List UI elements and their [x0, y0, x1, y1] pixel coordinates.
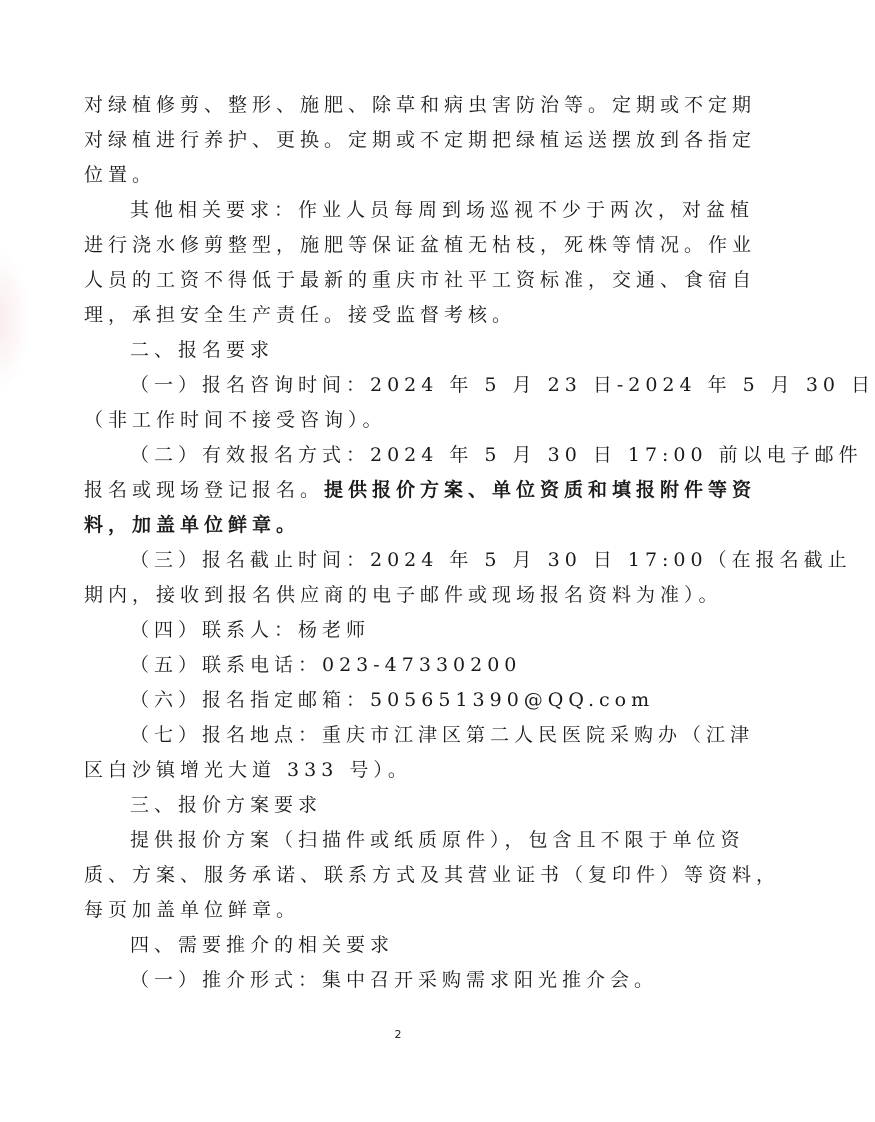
paragraph-line: 其他相关要求：作业人员每周到场巡视不少于两次，对盆植 [130, 199, 755, 221]
paragraph-line: 期内，接收到报名供应商的电子邮件或现场报名资料为准）。 [84, 584, 723, 606]
paragraph-line: （一）报名咨询时间：2024 年 5 月 23 日-2024 年 5 月 30 日 [130, 374, 875, 396]
section-heading: 二、报名要求 [130, 339, 275, 361]
paragraph-line: 每页加盖单位鲜章。 [84, 899, 301, 921]
paragraph-line: 质、方案、服务承诺、联系方式及其营业证书（复印件）等资料， [84, 864, 781, 886]
paragraph-line: 料，加盖单位鲜章。 [84, 514, 301, 536]
paragraph-line: 人员的工资不得低于最新的重庆市社平工资标准，交通、食宿自 [84, 269, 757, 291]
paragraph-line: 区白沙镇增光大道 333 号）。 [84, 759, 412, 781]
section-heading: 三、报价方案要求 [130, 794, 323, 816]
paragraph-line: （七）报名地点：重庆市江津区第二人民医院采购办（江津 [130, 724, 755, 746]
paragraph-line: 进行浇水修剪整型，施肥等保证盆植无枯枝，死株等情况。作业 [84, 234, 757, 256]
paragraph-line: （三）报名截止时间：2024 年 5 月 30 日 17:00（在报名截止 [130, 549, 852, 571]
paragraph-line: （一）推介形式：集中召开采购需求阳光推介会。 [130, 969, 659, 991]
paragraph-line: （二）有效报名方式：2024 年 5 月 30 日 17:00 前以电子邮件 [130, 444, 863, 466]
paragraph-line: 提供报价方案（扫描件或纸质原件），包含且不限于单位资 [130, 829, 745, 851]
page-edge-stain [0, 250, 30, 390]
paragraph-line: （非工作时间不接受咨询）。 [84, 409, 387, 431]
line-normal-text: 报名或现场登记报名。 [84, 479, 325, 501]
paragraph-line: 对绿植进行养护、更换。定期或不定期把绿植运送摆放到各指定 [84, 129, 757, 151]
paragraph-line: 理，承担安全生产责任。接受监督考核。 [84, 304, 517, 326]
contact-email: （六）报名指定邮箱：505651390@QQ.com [130, 689, 655, 711]
line-bold-text: 提供报价方案、单位资质和填报附件等资 [324, 479, 757, 501]
paragraph-line [84, 478, 757, 502]
contact-person: （四）联系人：杨老师 [130, 619, 371, 641]
paragraph-line: 对绿植修剪、整形、施肥、除草和病虫害防治等。定期或不定期 [84, 94, 757, 116]
paragraph-line: 位置。 [84, 164, 157, 186]
section-heading: 四、需要推介的相关要求 [130, 934, 395, 956]
contact-phone: （五）联系电话：023-47330200 [130, 654, 522, 676]
page-number: 2 [394, 1028, 402, 1041]
